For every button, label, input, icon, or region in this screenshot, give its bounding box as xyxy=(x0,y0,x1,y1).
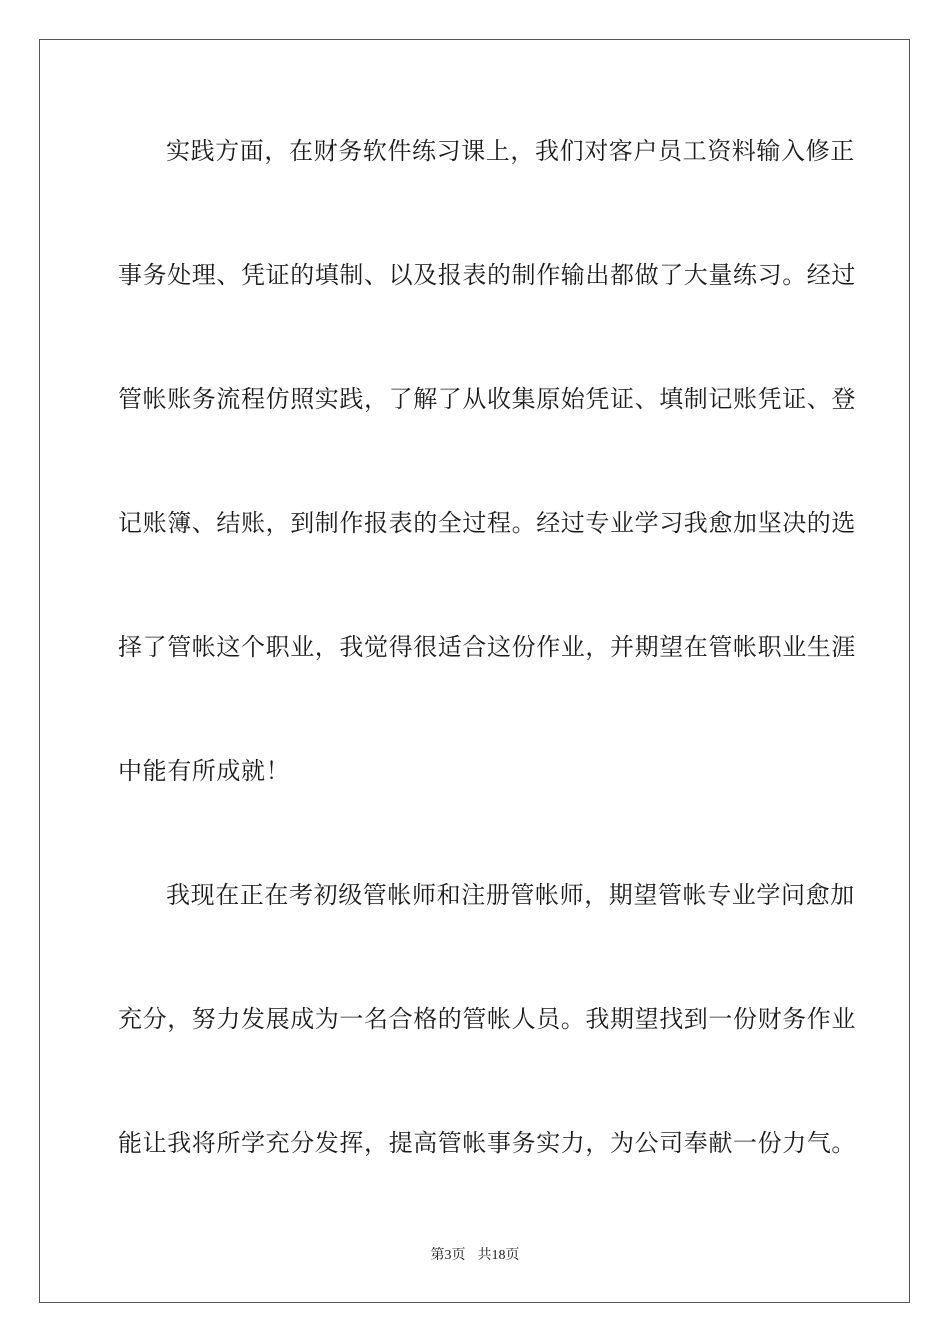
paragraph-2-line-3: 能让我将所学充分发挥，提高管帐事务实力，为公司奉献一份力气。 xyxy=(118,1129,856,1157)
paragraph-1-line-4: 记账簿、结账，到制作报表的全过程。经过专业学习我愈加坚决的选 xyxy=(118,509,856,537)
paragraph-2-line-1: 我现在正在考初级管帐师和注册管帐师，期望管帐专业学问愈加 xyxy=(166,881,855,909)
page-number: 第3页 xyxy=(430,1248,466,1263)
page-border xyxy=(39,39,910,1303)
page-footer xyxy=(0,1246,950,1266)
total-pages: 共18页 xyxy=(477,1248,520,1263)
paragraph-1-line-6: 中能有所成就！ xyxy=(118,757,291,785)
paragraph-1-line-5: 择了管帐这个职业，我觉得很适合这份作业，并期望在管帐职业生涯 xyxy=(118,633,856,661)
paragraph-1-line-1: 实践方面，在财务软件练习课上，我们对客户员工资料输入修正 xyxy=(166,137,855,165)
paragraph-1-line-3: 管帐账务流程仿照实践，了解了从收集原始凭证、填制记账凭证、登 xyxy=(118,385,856,413)
paragraph-1-line-2: 事务处理、凭证的填制、以及报表的制作输出都做了大量练习。经过 xyxy=(118,261,856,289)
paragraph-2-line-2: 充分，努力发展成为一名合格的管帐人员。我期望找到一份财务作业 xyxy=(118,1005,856,1033)
